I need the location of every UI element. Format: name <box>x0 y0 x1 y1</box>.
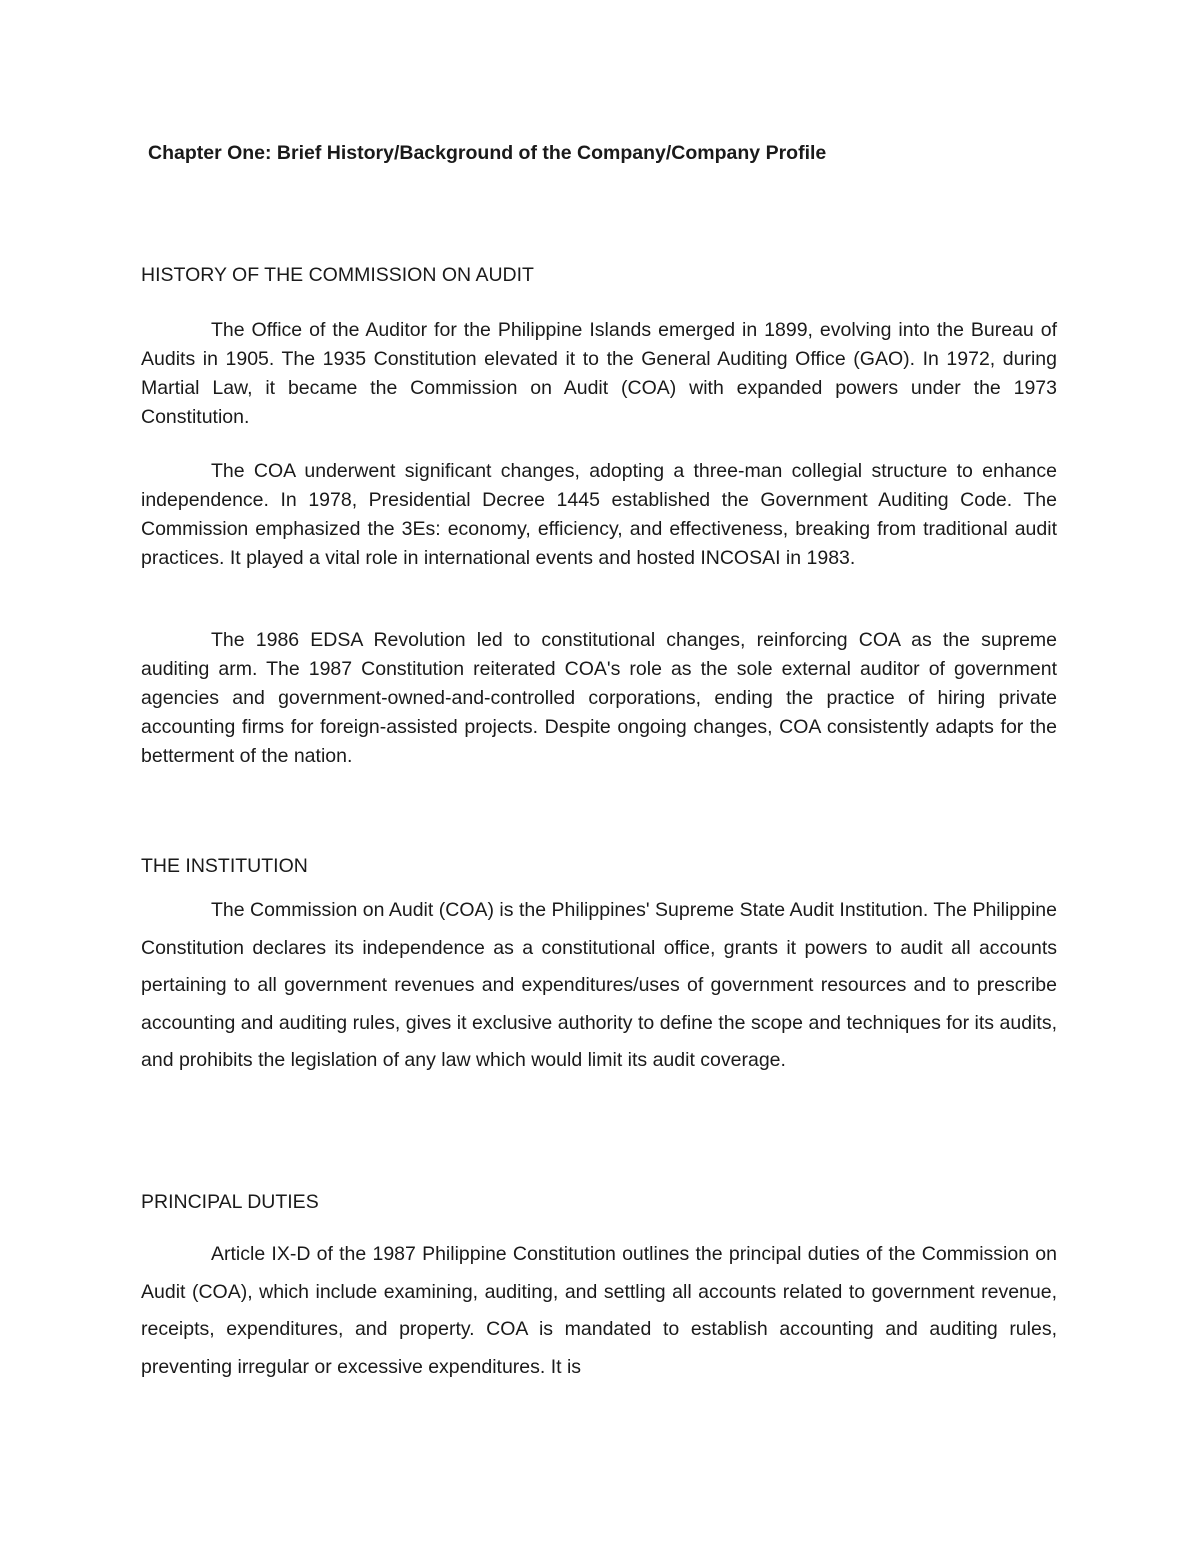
institution-paragraph: The Commission on Audit (COA) is the Philippines' Supreme State Audit Institution. The Philippine Constitution declares its independence as a constitutional office, grants it powers to audit all accounts pertaining to all government revenues and expenditures/uses of government resources and to prescribe accounting and auditing rules, gives it exclusive authority to define the scope and techniques for its audits, and prohibits the legislation of any law which would limit its audit coverage. <box>141 899 1057 1071</box>
history-paragraph-1: The Office of the Auditor for the Philippine Islands emerged in 1899, evolving into the Bureau of Audits in 1905. The 1935 Constitution elevated it to the General Auditing Office (GAO). In 1972, during Martial Law, it became the Commission on Audit (COA) with expanded powers under the 1973 Constitution. <box>141 319 1057 428</box>
section-heading-principal-duties: PRINCIPAL DUTIES <box>141 1191 319 1213</box>
history-paragraph-3: The 1986 EDSA Revolution led to constitutional changes, reinforcing COA as the supreme auditing arm. The 1987 Constitution reiterated COA's role as the sole external auditor of government agencies and government-owned-and-controlled corporations, ending the practice of hiring private accounting firms for foreign-assisted projects. Despite ongoing changes, COA consistently adapts for the betterment of the nation. <box>141 629 1057 767</box>
history-paragraph-2: The COA underwent significant changes, adopting a three-man collegial structure to enhance independence. In 1978, Presidential Decree 1445 established the Government Auditing Code. The Commission emphasized the 3Es: economy, efficiency, and effectiveness, breaking from traditional audit practices. It played a vital role in international events and hosted INCOSAI in 1983. <box>141 460 1057 569</box>
principal-duties-paragraph: Article IX-D of the 1987 Philippine Constitution outlines the principal duties of the Commission on Audit (COA), which include examining, auditing, and settling all accounts related to government revenue, receipts, expenditures, and property. COA is mandated to establish accounting and auditing rules, preventing irregular or excessive expenditures. It is <box>141 1243 1057 1378</box>
document-title: Chapter One: Brief History/Background of the Company/Company Profile <box>148 142 827 164</box>
section-heading-history: HISTORY OF THE COMMISSION ON AUDIT <box>141 264 534 286</box>
section-heading-institution: THE INSTITUTION <box>141 855 308 877</box>
